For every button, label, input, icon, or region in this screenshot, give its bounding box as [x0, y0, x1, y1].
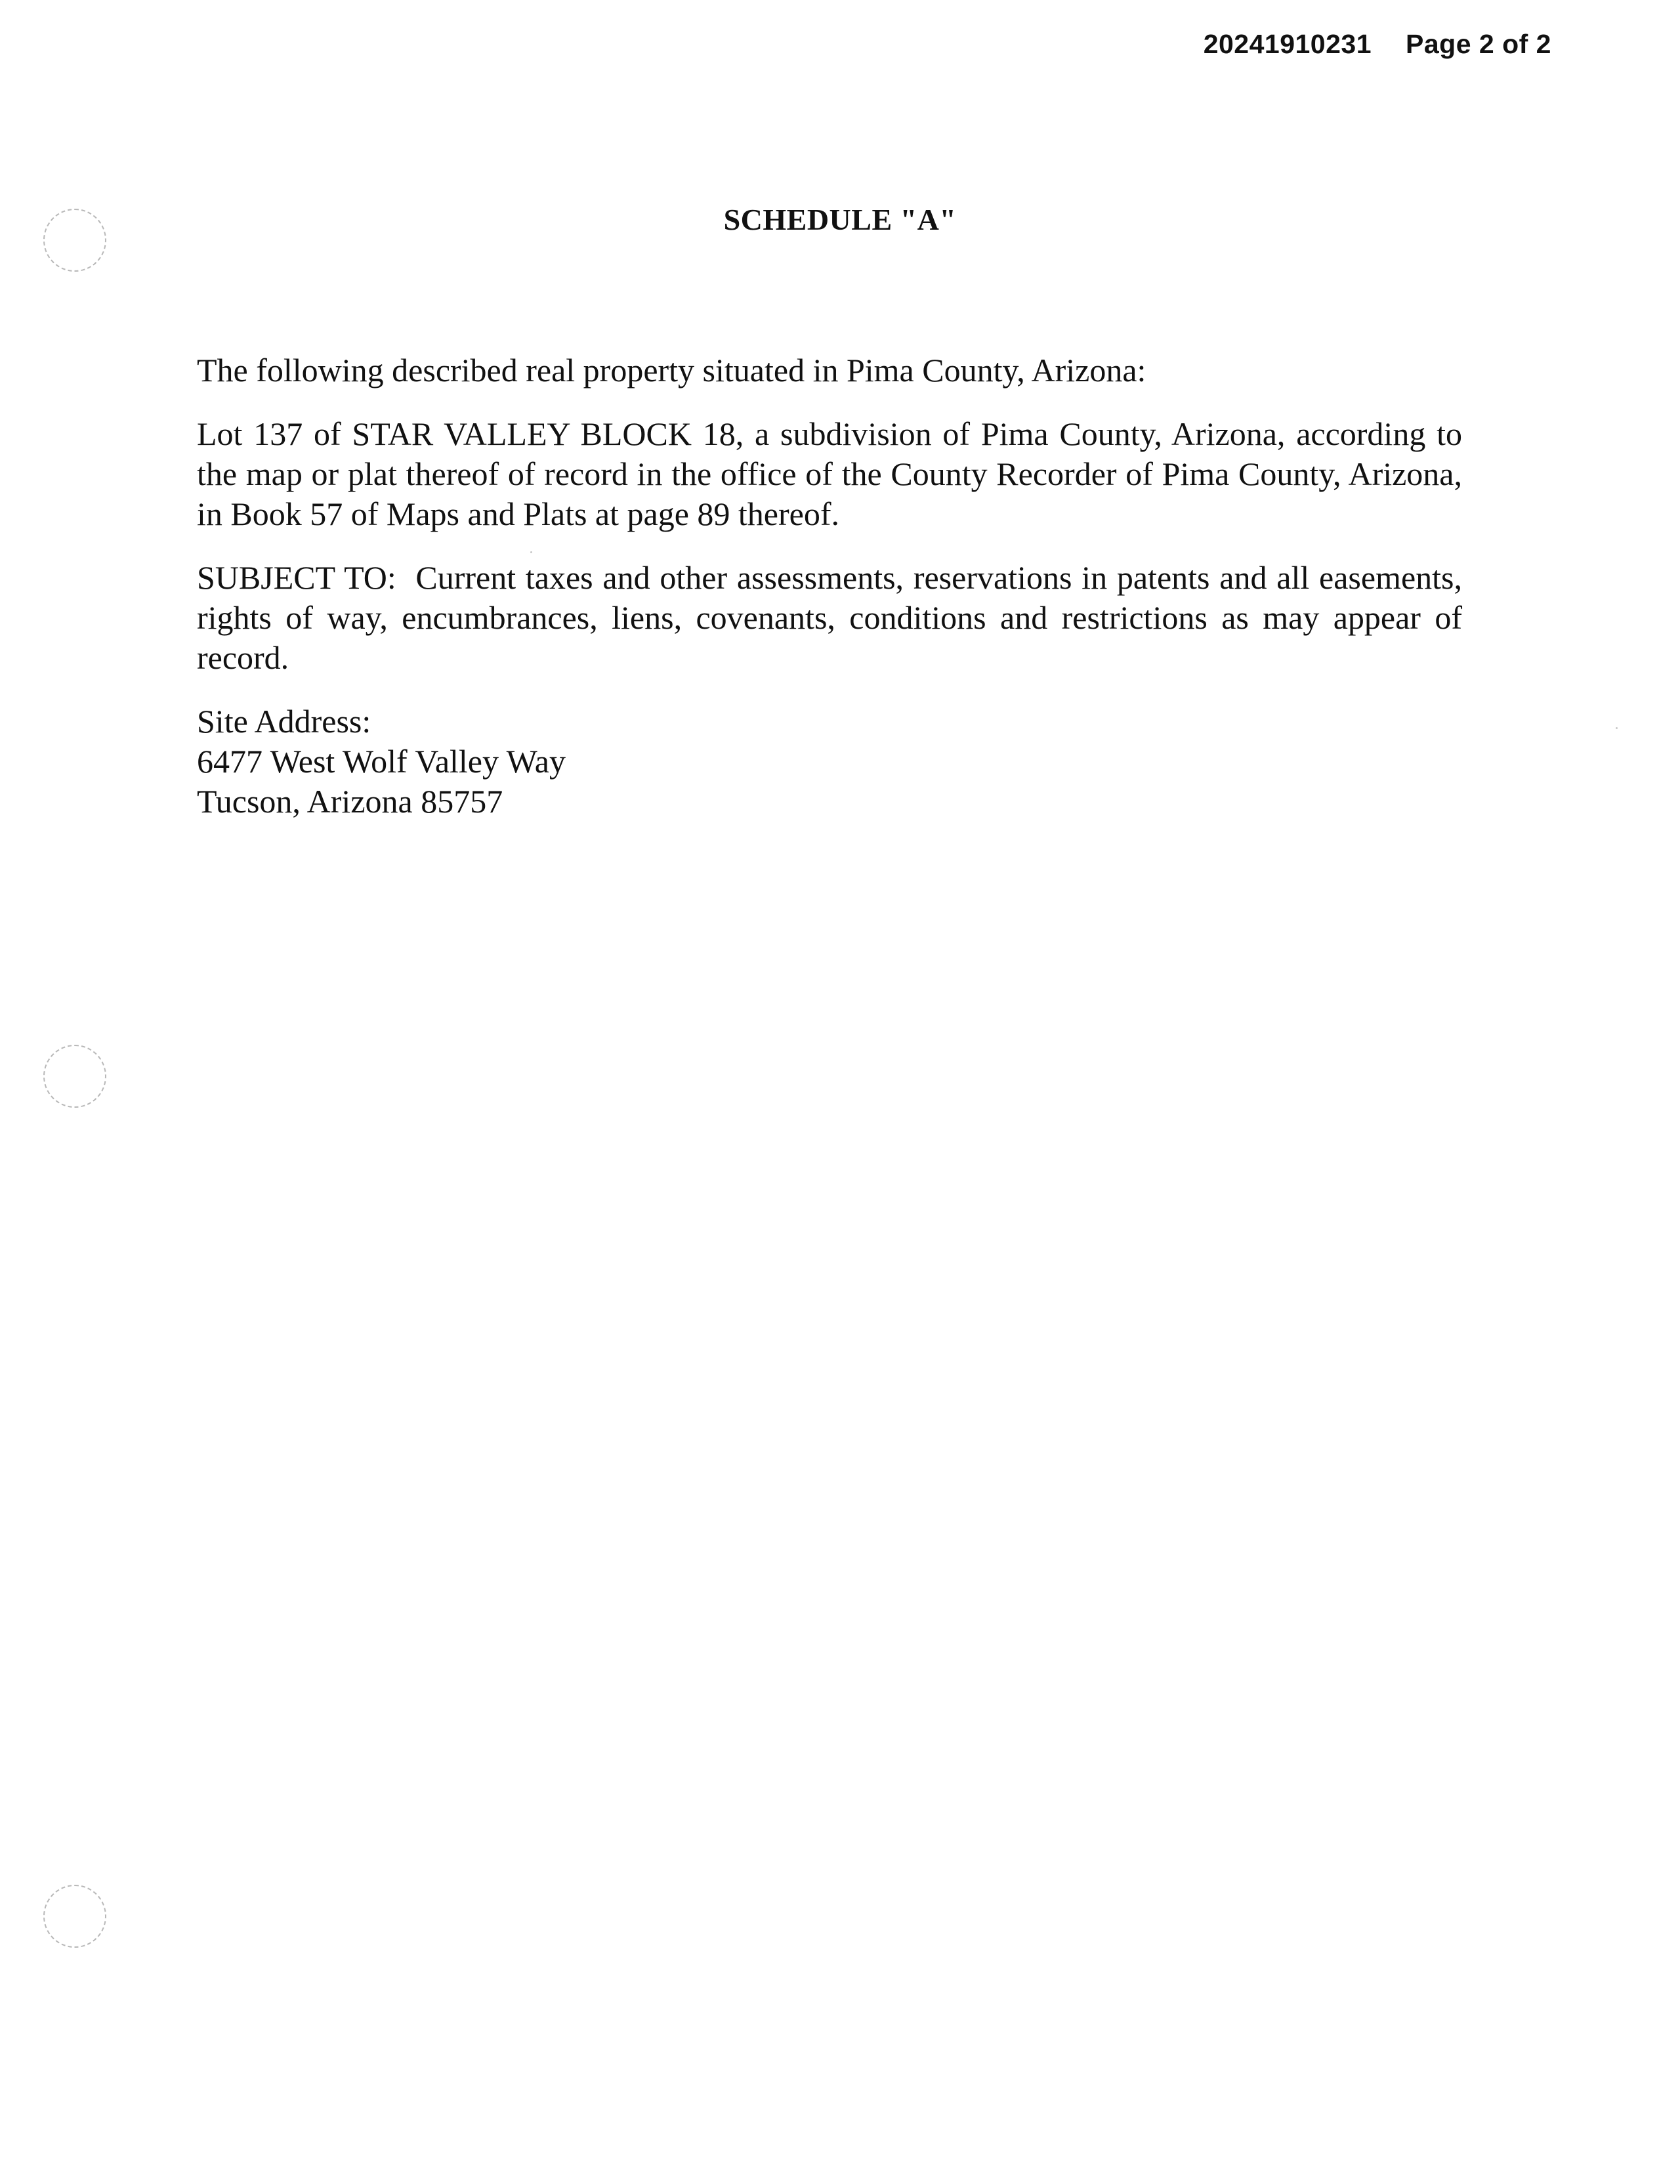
schedule-title: SCHEDULE "A" — [723, 203, 957, 236]
site-address-block — [197, 702, 1462, 822]
document-body — [197, 350, 1471, 845]
page-number: Page 2 of 2 — [1406, 29, 1551, 59]
page-header — [1204, 29, 1551, 60]
punch-hole-mark — [43, 1885, 106, 1948]
legal-description-paragraph: Lot 137 of STAR VALLEY BLOCK 18, a subdivision of Pima County, Arizona, according to the map or plat thereof of record in the office of the County Recorder of Pima County, Arizona, in Book 57 of Maps and Plats at page 89 thereof. — [197, 415, 1462, 532]
site-address-label: Site Address: — [197, 703, 371, 740]
site-address-street: 6477 West Wolf Valley Way — [197, 743, 566, 780]
subject-to-paragraph: SUBJECT TO: Current taxes and other assessments, reservations in patents and all easements, rights of way, encumbrances, liens, covenants, conditions and restrictions as may appear of record. — [197, 559, 1471, 676]
intro-paragraph: The following described real property situated in Pima County, Arizona: — [197, 352, 1146, 388]
scan-speck — [1616, 727, 1618, 729]
punch-hole-mark — [43, 1045, 106, 1108]
site-address-city: Tucson, Arizona 85757 — [197, 783, 503, 820]
document-number: 20241910231 — [1203, 29, 1372, 59]
